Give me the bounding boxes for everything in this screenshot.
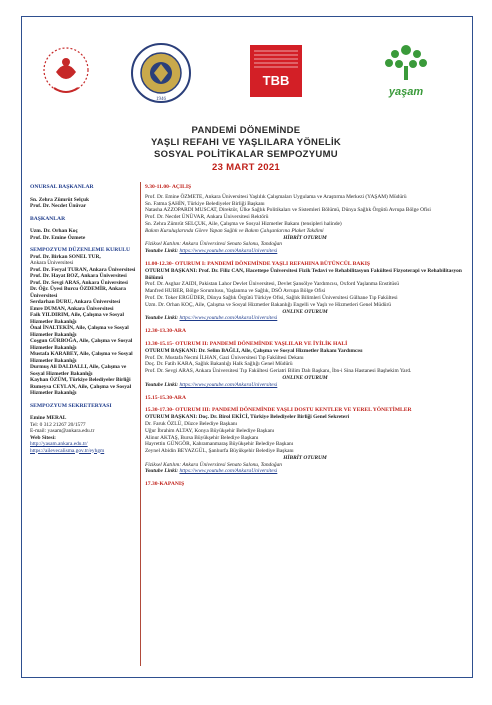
speaker: Natasha AZZOPARDI MUSCAT, Direktör, Ülke Sağlık Politikaları ve Sistemleri Bölümü, Dünya Sağlık Örgütü Avrupa Bölge Ofisi xyxy=(145,207,431,214)
secretariat-name: Emine MERAL xyxy=(30,415,67,421)
speaker: Prof. Dr. Toker ERGÜDER, Dünya Sağlık Örgütü Türkiye Ofisi, Sağlık Bilimleri Üniversitesi Gülhane Tıp Fakültesi xyxy=(145,294,398,301)
closing-title: 17.30-KAPANIŞ xyxy=(145,481,185,488)
speaker: Manfred HUBER, Bölge Sorumlusu, Yaşlanma ve Sağlık, DSÖ Avrupa Bölge Ofisi xyxy=(145,288,326,295)
speaker: Sn. Fatma ŞAHİN, Türkiye Belediyeler Birliği Başkanı xyxy=(145,200,265,207)
secretariat-web-label: Web Sitesi: xyxy=(30,434,56,441)
speaker: Sn. Zehra Zümrüt SELÇUK, Aile, Çalışma ve Sosyal Hizmetler Bakanı (tensipleri halinde) xyxy=(145,220,342,227)
session-mode: ONLINE OTURUM xyxy=(282,374,328,381)
event-date: 23 MART 2021 xyxy=(211,162,281,173)
committee-member: Prof. Dr. Feryal TURAN, Ankara Üniversitesi xyxy=(30,266,136,273)
speaker: Uğur İbrahim ALTAY, Konya Büyükşehir Belediye Başkanı xyxy=(145,427,275,434)
ankara-university-logo-icon xyxy=(130,40,192,106)
youtube-link[interactable]: https://www.youtube.com/AnkaraUniversitesi xyxy=(179,381,278,388)
svg-text:yaşam: yaşam xyxy=(388,86,424,98)
committee-member: Rumeysa CEYLAN, Aile, Çalışma ve Sosyal Hizmetler Bakanlığı xyxy=(30,383,132,396)
speaker: Zeynel Abidin BEYAZGÜL, Şanlıurfa Büyükşehir Belediye Başkanı xyxy=(145,448,294,455)
physical-attendance: Fiziksel Katılım: Ankara Üniversitesi Senato Salonu, Tandoğan xyxy=(145,461,283,468)
youtube-link[interactable]: https://www.youtube.com/AnkaraUniversitesi xyxy=(179,248,278,255)
committee-member: Durmuş Ali DALDALLI, Aile, Çalışma ve Sosyal Hizmetler Bakanlığı xyxy=(30,364,127,377)
title-line-2: YAŞLI REFAHI VE YAŞLILARA YÖNELİK xyxy=(150,137,342,148)
chairs-heading: BAŞKANLAR xyxy=(30,215,66,222)
committee-member: Kayhan ÖZÜM, Türkiye Belediyeler Birliği xyxy=(30,377,131,383)
honorary-chair: Prof. Dr. Necdet Ünüvar xyxy=(30,203,87,209)
speaker: Prof. Dr. Emine ÖZMETE, Ankara Üniversitesi Yaşlılık Çalışmaları Uygulama ve Araştırma Merkezi (YAŞAM) Müdürü xyxy=(145,193,407,200)
program-column xyxy=(145,184,465,488)
title-line-3: SOSYAL POLİTİKALAR SEMPOZYUMU xyxy=(154,149,338,160)
speaker: Prof. Dr. Necdet ÜNÜVAR, Ankara Üniversitesi Rektörü xyxy=(145,214,269,221)
svg-text:TBB: TBB xyxy=(262,73,290,88)
speaker: Prof. Dr. Mustafa Necmi İLHAN, Gazi Üniversitesi Tıp Fakültesi Dekanı xyxy=(145,354,304,361)
committee-member: Dr. Öğr. Üyesi Burcu ÖZDEMİR, Ankara Üniversitesi xyxy=(30,286,126,299)
chair: Prof. Dr. Emine Özmete xyxy=(30,234,86,241)
break-title: 15.15-15.30-ARA xyxy=(145,394,187,401)
session-chair: OTURUM BAŞKANI: Dr. Selim BAĞLI, Aile, Çalışma ve Sosyal Hizmetler Bakanı Yardımcısı xyxy=(145,347,363,354)
chair: Uzm. Dr. Orhan Koç xyxy=(30,228,78,234)
committee-member: Faik YILDIRIM, Aile, Çalışma ve Sosyal Hizmetler Bakanlığı xyxy=(30,312,124,325)
committee-member: Prof. Dr. Hayat BOZ, Ankara Üniversitesi xyxy=(30,273,127,279)
committee-member: Prof. Dr. Sevgi ARAS, Ankara Üniversitesi xyxy=(30,279,128,286)
speaker: Alinur AKTAŞ, Bursa Büyükşehir Belediye Başkanı xyxy=(145,434,259,441)
session-title: 15.30-17.30- OTURUM III: PANDEMİ DÖNEMİNDE YAŞLI DOSTU KENTLER VE YEREL YÖNETİMLER xyxy=(145,407,412,414)
tbb-logo-icon xyxy=(250,45,302,97)
logo-row xyxy=(30,40,460,110)
committee-heading: SEMPOZYUM DÜZENLEME KURULU xyxy=(30,247,131,253)
session-chair: OTURUM BAŞKANI: Prof. Dr. Filiz CAN, Hacettepe Üniversitesi Fizik Tedavi ve Rehabilitasyon Fakültesi Fizyoterapi ve Rehabilitasyon Bölümü xyxy=(145,267,462,281)
youtube-label: Youtube Linki: xyxy=(145,315,179,322)
title-line-1: PANDEMİ DÖNEMİNDE xyxy=(191,125,301,136)
ministry-logo-icon xyxy=(36,40,96,106)
session-mode: ONLINE OTURUM xyxy=(282,308,328,315)
speaker: Uzm. Dr. Orhan KOÇ, Aile, Çalışma ve Sosyal Hizmetler Bakanlığı Engelli ve Yaşlı ve Hizmetleri Genel Müdürü xyxy=(145,301,391,308)
session-title: 9.30-11.00- AÇILIŞ xyxy=(145,184,192,190)
session-title: 11.00-12.30- OTURUM I: PANDEMİ DÖNEMİNDE YAŞLI REFAHINA BÜTÜNCÜL BAKIŞ xyxy=(145,260,371,267)
youtube-label: Youtube Linki: xyxy=(145,381,179,388)
youtube-line xyxy=(145,468,465,475)
committee-member: Prof. Dr. Birkan SONEL TUR, xyxy=(30,253,101,260)
yasam-logo-icon xyxy=(375,40,437,100)
session-title: 13.30-15.15- OTURUM II: PANDEMİ DÖNEMİNDE YAŞLILAR VE İYİLİK HALİ xyxy=(145,340,348,347)
session-chair: OTURUM BAŞKANI: Doç. Dr. Birol EKİCİ, Türkiye Belediyeler Birliği Genel Sekreteri xyxy=(145,414,350,421)
secretariat-heading: SEMPOZYUM SEKRETERYASI xyxy=(30,402,112,409)
speaker: Dr. Faruk ÖZLÜ, Düzce Belediye Başkanı xyxy=(145,420,238,427)
speaker: Doç. Dr. Fatih KARA, Sağlık Bakanlığı Halk Sağlığı Genel Müdürü xyxy=(145,361,293,368)
secretariat-email: E-mail: yasam@ankara.edu.tr xyxy=(30,428,95,434)
youtube-line xyxy=(145,315,465,322)
youtube-label: Youtube Linki: xyxy=(145,248,179,255)
honorary-chair: Sn. Zehra Zümrüt Selçuk xyxy=(30,196,90,203)
left-column xyxy=(30,184,140,454)
committee-member: Coşgun GÜRBOĞA, Aile, Çalışma ve Sosyal Hizmetler Bakanlığı xyxy=(30,338,133,351)
committee-member: Serdarhan DURU, Ankara Üniversitesi xyxy=(30,299,121,305)
speaker: Prof. Dr. Asghar ZAIDI, Pakistan Lahor Devlet Üniversitesi, Devlet Şansölye Yardımcısı, Oxford Yaşlanma Enstitüsü xyxy=(145,281,399,288)
youtube-link[interactable]: https://www.youtube.com/AnkaraUniversitesi xyxy=(179,315,278,322)
youtube-line xyxy=(145,382,465,389)
speaker: Prof. Dr. Sevgi ARAS, Ankara Üniversitesi Tıp Fakültesi Geriatri Bilim Dalı Başkanı, İbn-i Sina Hastanesi Başhekim Yard. xyxy=(145,368,412,375)
website-link[interactable]: https://ailevecalisma.gov.tr/eyhgm xyxy=(30,447,105,454)
break-title: 12.30-13.30-ARA xyxy=(145,328,187,335)
youtube-line xyxy=(145,248,465,255)
committee-member: Önal İNALTEKİN, Aile, Çalışma ve Sosyal Hizmetler Bakanlığı xyxy=(30,325,129,338)
committee-member: Emre DUMAN, Ankara Üniversitesi xyxy=(30,305,114,312)
session-mode: HİBRİT OTURUM xyxy=(283,234,327,241)
svg-text:1946: 1946 xyxy=(156,97,166,102)
secretariat-tel: Tel: 0 312 21267 20/1577 xyxy=(30,421,86,428)
honorary-chairs-heading: ONURSAL BAŞKANLAR xyxy=(30,184,94,190)
youtube-label: Youtube Linki: xyxy=(145,468,179,475)
speaker: Hayrettin GÜNGÖR, Kahramanmaraş Büyükşehir Belediye Başkanı xyxy=(145,441,294,448)
youtube-link[interactable]: https://www.youtube.com/AnkaraUniversitesi xyxy=(179,468,278,475)
website-link[interactable]: http://yasam.ankara.edu.tr/ xyxy=(30,441,88,447)
award-note: Bakım Kuruluşlarında Görev Yapan Sağlık ve Bakım Çalışanlarına Plaket Takdimi xyxy=(145,227,324,234)
committee-member: Mustafa KARABEY, Aile, Çalışma ve Sosyal Hizmetler Bakanlığı xyxy=(30,351,133,364)
physical-attendance: Fiziksel Katılım: Ankara Üniversitesi Senato Salonu, Tandoğan xyxy=(145,241,283,248)
column-divider xyxy=(140,182,141,666)
committee-member-org: Ankara Üniversitesi xyxy=(30,260,74,266)
session-mode: HİBRİT OTURUM xyxy=(283,454,327,461)
